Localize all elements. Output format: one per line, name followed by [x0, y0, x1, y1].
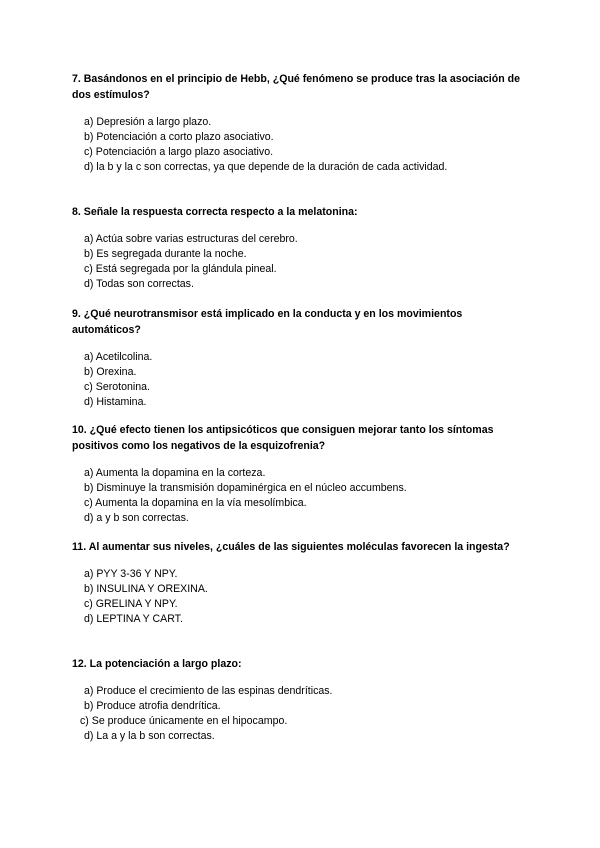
option-d: d) La a y la b son correctas. — [84, 730, 215, 742]
option-c: c) Serotonina. — [84, 381, 150, 393]
question-title: 11. Al aumentar sus niveles, ¿cuáles de las siguientes moléculas favorecen la ingesta? — [72, 541, 510, 553]
question-title: 10. ¿Qué efecto tienen los antipsicóticos que consiguen mejorar tanto los síntomas positivos como los negativos de la esquizofrenia? — [72, 424, 494, 452]
question-11 — [72, 539, 532, 627]
option-d: d) la b y la c son correctas, ya que depende de la duración de cada actividad. — [84, 161, 448, 173]
option-a: a) Depresión a largo plazo. — [84, 116, 212, 128]
option-a: a) Acetilcolina. — [84, 351, 153, 363]
option-b: b) Disminuye la transmisión dopaminérgica en el núcleo accumbens. — [84, 482, 407, 494]
options-list — [72, 466, 532, 526]
option-c: c) GRELINA Y NPY. — [84, 598, 178, 610]
option-a: a) PYY 3-36 Y NPY. — [84, 568, 178, 580]
question-title: 12. La potenciación a largo plazo: — [72, 658, 242, 670]
option-b: b) INSULINA Y OREXINA. — [84, 583, 208, 595]
option-d: d) LEPTINA Y CART. — [84, 613, 183, 625]
question-title: 7. Basándonos en el principio de Hebb, ¿Qué fenómeno se produce tras la asociación de dos estímulos? — [72, 73, 520, 101]
option-a: a) Produce el crecimiento de las espinas dendríticas. — [84, 685, 333, 697]
option-b: b) Produce atrofia dendrítica. — [84, 700, 221, 712]
question-7 — [72, 71, 532, 175]
options-list — [72, 684, 532, 744]
option-b: b) Es segregada durante la noche. — [84, 248, 247, 260]
question-9 — [72, 306, 532, 410]
question-title: 8. Señale la respuesta correcta respecto a la melatonina: — [72, 206, 358, 218]
option-d: d) Todas son correctas. — [84, 278, 194, 290]
option-b: b) Potenciación a corto plazo asociativo. — [84, 131, 274, 143]
question-title: 9. ¿Qué neurotransmisor está implicado en la conducta y en los movimientos automáticos? — [72, 308, 463, 336]
option-c: c) Potenciación a largo plazo asociativo. — [84, 146, 274, 158]
option-c: c) Se produce únicamente en el hipocampo. — [80, 715, 288, 727]
option-c: c) Está segregada por la glándula pineal. — [84, 263, 277, 275]
question-12 — [72, 656, 532, 744]
options-list — [72, 232, 532, 292]
option-c: c) Aumenta la dopamina en la vía mesolímbica. — [84, 497, 307, 509]
option-a: a) Actúa sobre varias estructuras del cerebro. — [84, 233, 298, 245]
options-list — [72, 567, 532, 627]
option-a: a) Aumenta la dopamina en la corteza. — [84, 467, 266, 479]
options-list — [72, 115, 532, 175]
option-d: d) a y b son correctas. — [84, 512, 189, 524]
option-d: d) Histamina. — [84, 396, 147, 408]
question-10 — [72, 422, 532, 526]
option-b: b) Orexina. — [84, 366, 137, 378]
options-list — [72, 350, 532, 410]
question-8 — [72, 204, 532, 292]
